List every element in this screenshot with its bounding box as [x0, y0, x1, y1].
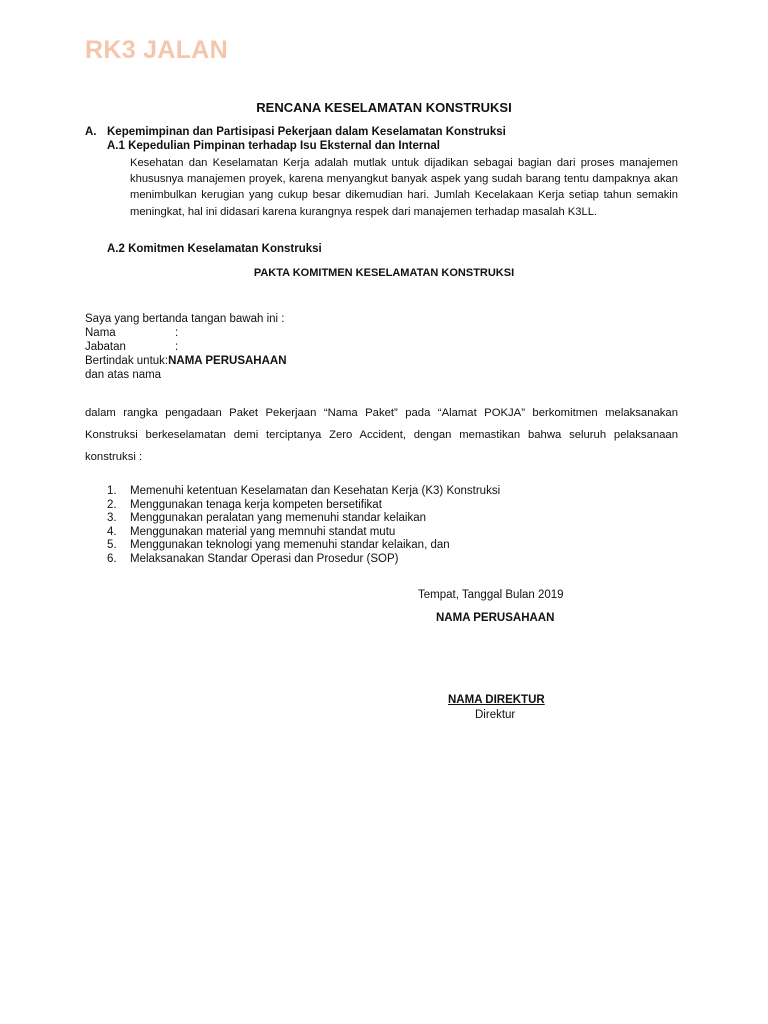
field-jabatan-separator: :: [175, 341, 179, 353]
signature-place-date: Tempat, Tanggal Bulan 2019: [418, 589, 564, 601]
signature-director-role: Direktur: [475, 709, 516, 721]
field-nama-separator: :: [175, 327, 179, 339]
signature-director-name: NAMA DIREKTUR: [448, 694, 545, 706]
subsection-a1-heading: A.1 Kepedulian Pimpinan terhadap Isu Eksternal dan Internal: [107, 140, 440, 152]
list-item: 3. Menggunakan peralatan yang memenuhi standar kelaikan: [107, 512, 427, 525]
brand-title: RK3 JALAN: [85, 36, 228, 64]
subsection-a2-heading: A.2 Komitmen Keselamatan Konstruksi: [107, 243, 322, 255]
section-a-title: Kepemimpinan dan Partisipasi Pekerjaan dalam Keselamatan Konstruksi: [107, 126, 506, 138]
field-nama-label: Nama: [85, 327, 116, 339]
field-atas-nama: dan atas nama: [85, 369, 162, 381]
list-item: 6. Melaksanakan Standar Operasi dan Prosedur (SOP): [107, 552, 399, 565]
field-bertindak: [85, 355, 287, 369]
commitment-paragraph: dalam rangka pengadaan Paket Pekerjaan “Nama Paket” pada “Alamat POKJA” berkomitmen melaksanakan Konstruksi berkeselamatan demi terciptanya Zero Accident, dengan memastikan bahwa seluruh pelaksanaan konstruksi :: [85, 407, 678, 464]
field-jabatan: [85, 341, 178, 355]
field-bertindak-label: Bertindak untuk:: [85, 355, 169, 367]
subsection-a1-paragraph: Kesehatan dan Keselamatan Kerja adalah mutlak untuk dijadikan sebagai bagian dari proses manajemen khususnya manajemen proyek, karena menyangkut banyak aspek yang sudah barang tentu dampaknya akan menimbulkan kerugian yang cukup besar dikemudian hari. Jumlah Kecelakaan Kerja setiap tahun semakin meningkat, hal ini didasari karena kurangnya respek dari manajemen terhadap masalah K3LL.: [130, 157, 678, 218]
commitment-list: [107, 485, 500, 567]
section-a-heading: [85, 126, 506, 140]
document-title: RENCANA KESELAMATAN KONSTRUKSI: [256, 100, 512, 115]
signatory-intro: Saya yang bertanda tangan bawah ini :: [85, 313, 285, 325]
field-jabatan-label: Jabatan: [85, 341, 126, 353]
list-item: 1. Memenuhi ketentuan Keselamatan dan Kesehatan Kerja (K3) Konstruksi: [107, 485, 501, 497]
list-item: 2. Menggunakan tenaga kerja kompeten bersetifikat: [107, 498, 382, 511]
signature-company: NAMA PERUSAHAAN: [436, 612, 555, 624]
list-item: 4. Menggunakan material yang memnuhi standat mutu: [107, 525, 396, 538]
field-nama: [85, 327, 178, 341]
list-item: 5. Menggunakan teknologi yang memenuhi standar kelaikan, dan: [107, 539, 450, 552]
pakta-title: PAKTA KOMITMEN KESELAMATAN KONSTRUKSI: [253, 267, 515, 279]
section-a-number: A.: [85, 126, 97, 138]
field-bertindak-value: NAMA PERUSAHAAN: [168, 355, 287, 367]
